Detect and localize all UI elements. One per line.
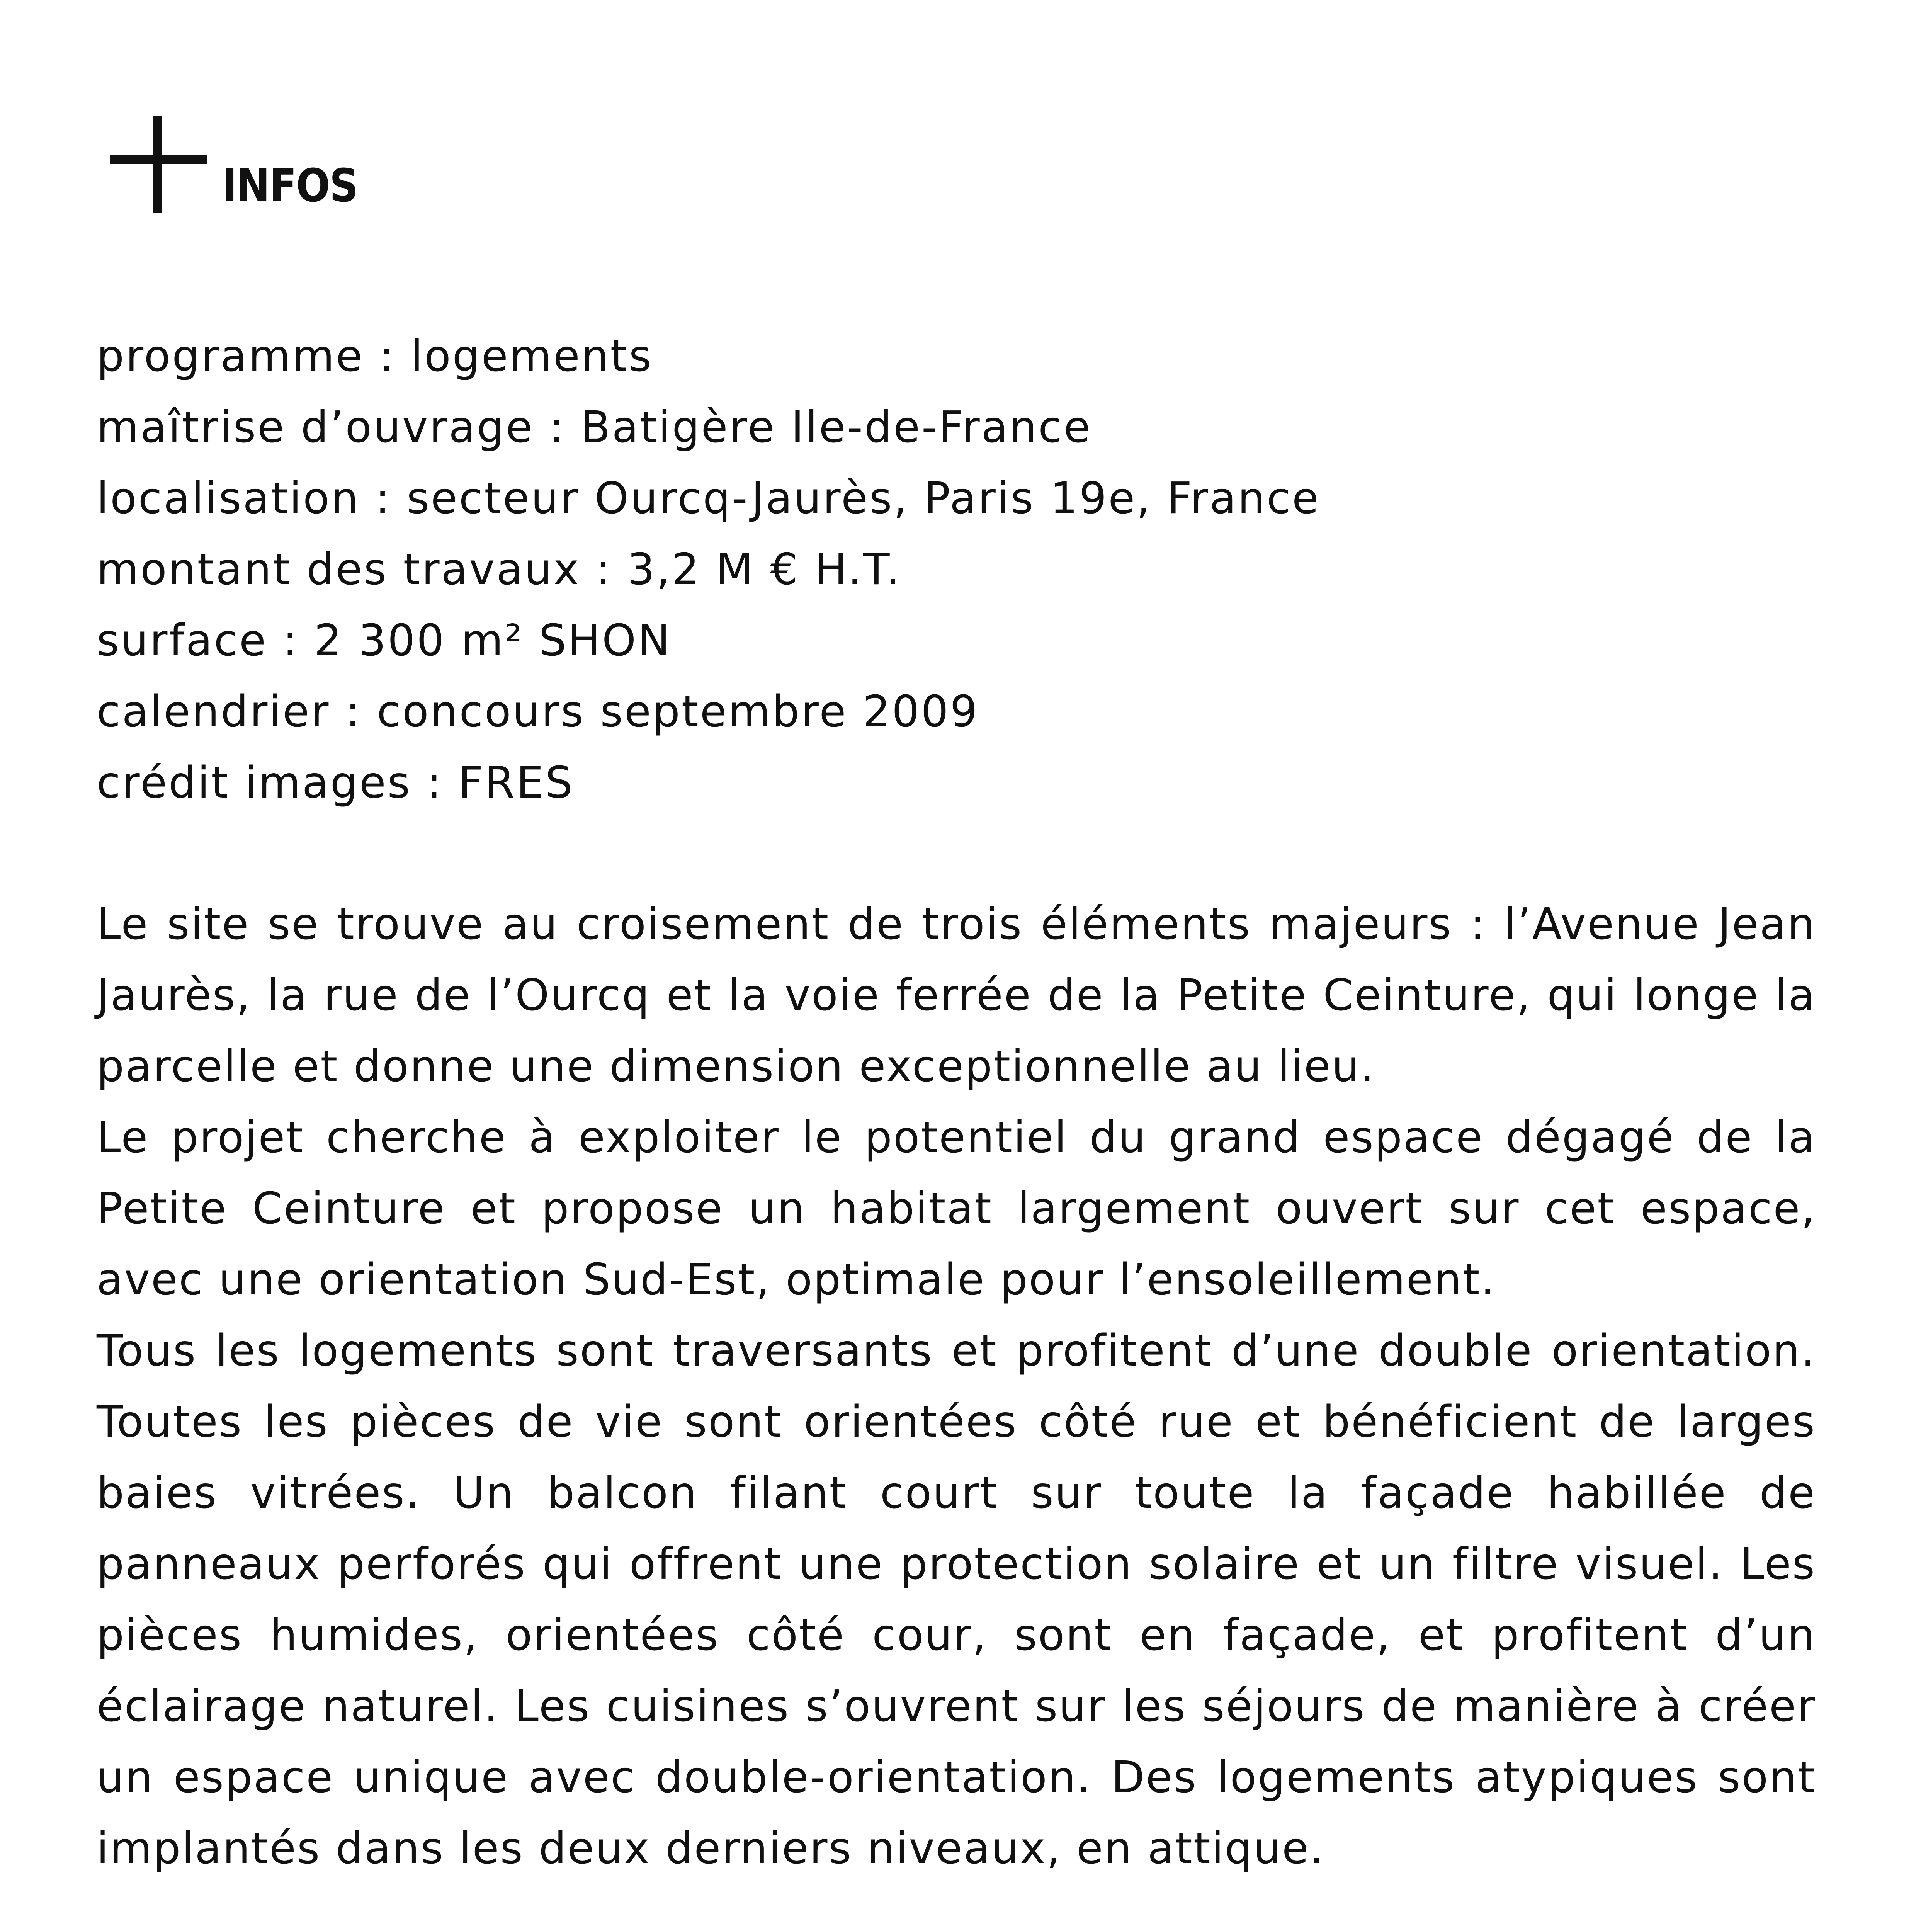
info-montant-travaux: montant des travaux : 3,2 M € H.T. xyxy=(97,544,901,595)
description-paragraph-projet: Le projet cherche à exploiter le potentiel du grand espace dégagé de la Petite Ceinture et propose un habitat largement ouvert sur cet espace, avec une orientation Sud-Est, optimale pour l’ensoleillement. xyxy=(97,1112,1816,1305)
description-paragraph-logements: Tous les logements sont traversants et profitent d’une double orientation. Toutes les pièces de vie sont orientées côté rue et bénéficient de larges baies vitrées. Un balcon filant court sur toute la façade habillée de panneaux perforés qui offrent une protection solaire et un filtre visuel. Les pièces humides, orientées côté cour, sont en façade, et profitent d’un éclairage naturel. Les cuisines s’ouvrent sur les séjours de manière à créer un espace unique avec double-orientation. Des logements atypiques sont implantés dans les deux derniers niveaux, en attique. xyxy=(97,1326,1816,1874)
description-paragraph-site: Le site se trouve au croisement de trois éléments majeurs : l’Avenue Jean Jaurès, la rue de l’Ourcq et la voie ferrée de la Petite Ceinture, qui longe la parcelle et donne une dimension exceptionnelle au lieu. xyxy=(97,899,1816,1092)
info-credit-images: crédit images : FRES xyxy=(97,758,575,808)
info-maitrise-ouvrage: maîtrise d’ouvrage : Batigère Ile-de-France xyxy=(97,402,1092,452)
section-header xyxy=(110,116,419,213)
info-calendrier: calendrier : concours septembre 2009 xyxy=(97,687,979,737)
project-info-list xyxy=(97,321,1816,818)
info-programme: programme : logements xyxy=(97,331,653,381)
plus-icon xyxy=(110,116,207,213)
info-surface: surface : 2 300 m² SHON xyxy=(97,616,672,666)
section-title: INFOS xyxy=(222,159,358,212)
info-localisation: localisation : secteur Ourcq-Jaurès, Paris 19e, France xyxy=(97,473,1320,524)
project-description xyxy=(97,889,1816,1884)
